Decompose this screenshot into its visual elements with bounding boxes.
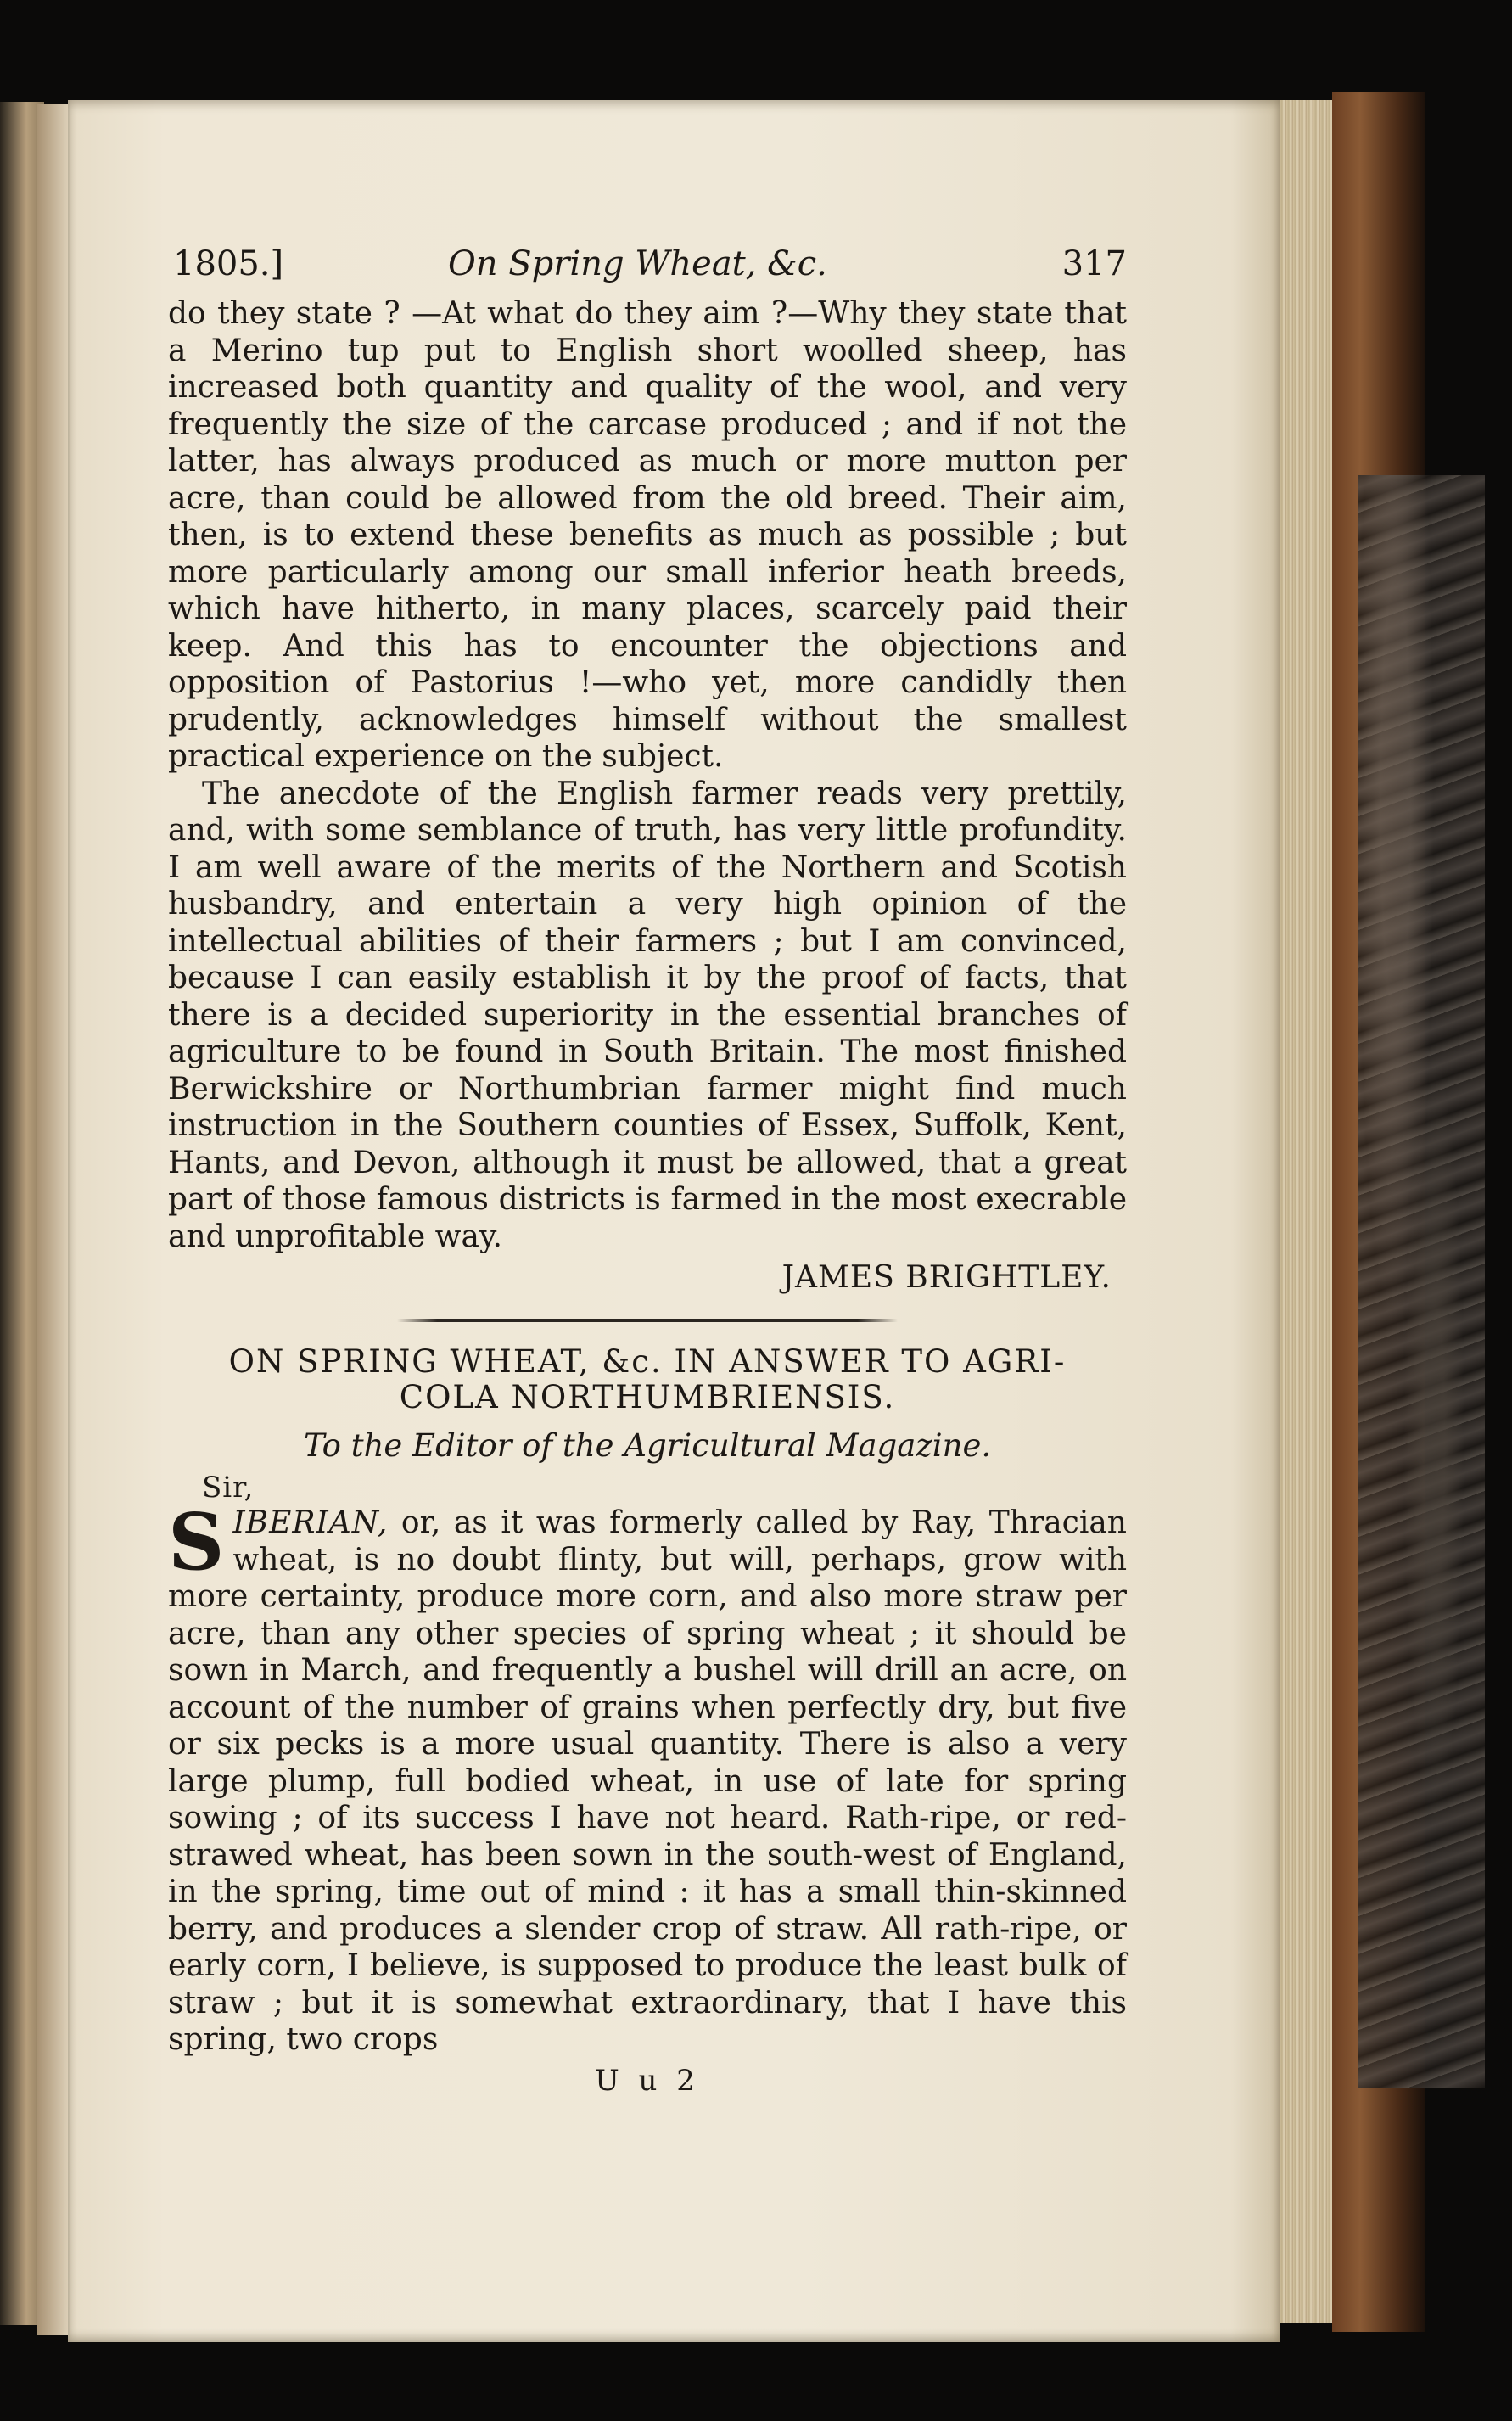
section-divider (397, 1319, 898, 1322)
marbled-endpaper (1358, 475, 1485, 2088)
editor-address: To the Editor of the Agricultural Magazine. (303, 1427, 992, 1464)
paragraph-continued: do they state ? —At what do they aim ?—Why they state that a Merino tup put to English short woolled sheep, has increased both quantity and quality of the wool, and very frequently the size of the carcase produced ; and if not the latter, has always produced as much or more mutton per acre, than could be allowed from the old breed. Their aim, then, is to extend these benefits as much as possible ; but more particularly among our small inferior heath breeds, which have hitherto, in many places, scarcely paid their keep. And this has to encounter the objections and opposition of Pastorius !—who yet, more candidly then prudently, acknowledges himself without the smallest practical experience on the subject. (168, 296, 1127, 774)
page-content (168, 244, 1127, 2098)
running-head-title: On Spring Wheat, &c. (448, 244, 827, 283)
salutation: Sir, (202, 1471, 255, 1505)
article-heading (168, 1344, 1127, 1415)
article-body-text: or, as it was formerly called by Ray, Thracian wheat, is no doubt flinty, but will, perhaps, grow with more certainty, produce more corn, and also more straw per acre, than any other species of spring wheat ; it should be sown in March, and frequently a bushel will drill an acre, on account of the number of grains when perfectly dry, but five or six pecks is a more usual quantity. There is also a very large plump, full bodied wheat, in use of late for spring sowing ; of its success I have not heard. Rath-ripe, or red-strawed wheat, has been sown in the south-west of England, in the spring, time out of mind : it has a small thin-skinned berry, and produces a slender crop of straw. All rath-ripe, or early corn, I believe, is supposed to produce the least bulk of straw ; but it is somewhat extraordinary, that I have this spring, two crops (168, 1505, 1127, 2057)
paragraph-anecdote: The anecdote of the English farmer reads very prettily, and, with some semblance of truth, has very little profundity. I am well aware of the merits of the Northern and Scotish husbandry, and entertain a very high opinion of the intellectual abilities of their farmers ; but I am convinced, because I can easily establish it by the proof of facts, that there is a decided superiority in the essential branches of agriculture to be found in South Britain. The most finished Berwickshire or Northumbrian farmer might find much instruction in the Southern counties of Essex, Suffolk, Kent, Hants, and Devon, although it must be allowed, that a great part of those famous districts is farmed in the most execrable and unprofitable way. (168, 776, 1127, 1254)
signature-mark: U u 2 (595, 2063, 700, 2098)
page-number: 317 (1061, 244, 1127, 283)
running-head (168, 244, 1127, 295)
opening-word: IBERIAN, (232, 1505, 389, 1540)
page-block-edges (1273, 100, 1341, 2323)
author-signature: JAMES BRIGHTLEY. (781, 1260, 1112, 1295)
article-body (168, 1496, 1127, 2059)
running-head-year: 1805.] (173, 244, 284, 283)
drop-cap: S (168, 1496, 225, 1588)
article-heading-line-2: COLA NORTHUMBRIENSIS. (399, 1379, 896, 1415)
article-heading-line-1: ON SPRING WHEAT, &c. IN ANSWER TO AGRI- (228, 1343, 1067, 1380)
facing-page-edge (37, 104, 71, 2335)
